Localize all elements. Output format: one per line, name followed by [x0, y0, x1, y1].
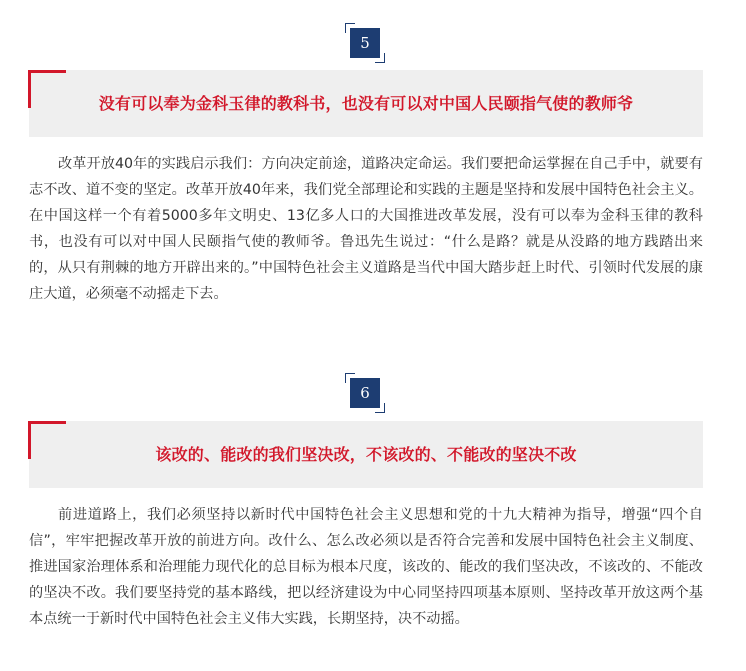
section-title-box: [29, 421, 703, 488]
section-title: 没有可以奉为金科玉律的教科书，也没有可以对中国人民颐指气使的教师爷: [98, 94, 634, 113]
section-paragraph: 前进道路上，我们必须坚持以新时代中国特色社会主义思想和党的十九大精神为指导，增强“四个自信”，牢牢把握改革开放的前进方向。改什么、怎么改必须以是否符合完善和发展中国特色社会主义制度、推进国家治理体系和治理能力现代化的总目标为根本尺度，该改的、能改的我们坚决改，不该改的、不能改的坚决不改。我们要坚持党的基本路线，把以经济建设为中心同坚持四项基本原则、坚持改革开放这两个基本点统一于新时代中国特色社会主义伟大实践，长期坚持，决不动摇。: [29, 507, 703, 627]
section-number: 6: [360, 384, 370, 402]
section-number-badge: [350, 378, 380, 408]
section-title-box: [29, 70, 703, 137]
section-number-badge: [350, 28, 380, 58]
section-number: 5: [360, 34, 370, 52]
section-title: 该改的、能改的我们坚决改，不该改的、不能改的坚决不改: [155, 445, 577, 464]
section-paragraph: 改革开放40年的实践启示我们：方向决定前途，道路决定命运。我们要把命运掌握在自己手中，就要有志不改、道不变的坚定。改革开放40年来，我们党全部理论和实践的主题是坚持和发展中国特色社会主义。在中国这样一个有着5000多年文明史、13亿多人口的大国推进改革发展，没有可以奉为金科玉律的教科书，也没有可以对中国人民颐指气使的教师爷。鲁迅先生说过：“什么是路？就是从没路的地方践踏出来的，从只有荆棘的地方开辟出来的。”中国特色社会主义道路是当代中国大踏步赶上时代、引领时代发展的康庄大道，必须毫不动摇走下去。: [29, 156, 703, 302]
